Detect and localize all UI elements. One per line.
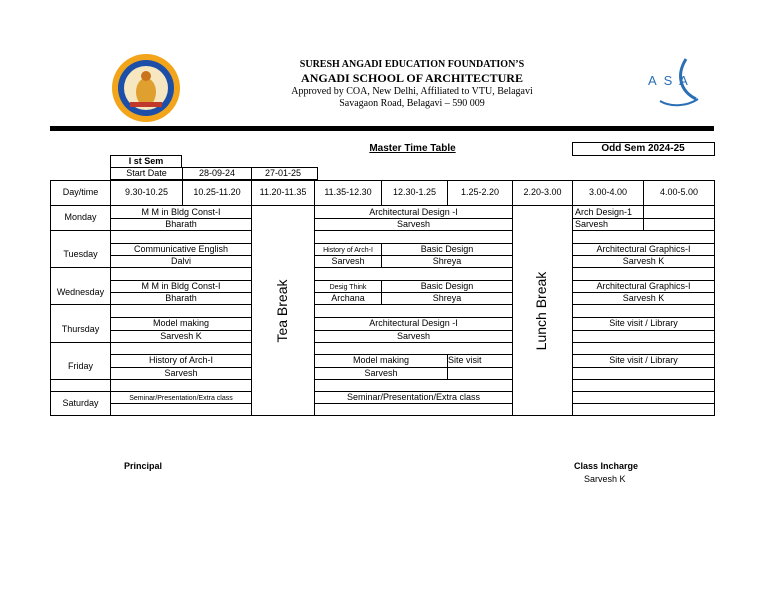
principal-label: Principal [124, 461, 163, 471]
wednesday-pm-faculty: Sarvesh K [622, 293, 665, 303]
tuesday-am-subject: Communicative English [133, 244, 229, 254]
day-wednesday: Wednesday [56, 287, 105, 297]
slot-header: 9.30-10.25 [124, 187, 169, 197]
class-incharge-label: Class Incharge [574, 461, 639, 471]
tuesday-mid-faculty-a: Sarvesh [331, 256, 365, 266]
timetable-title: Master Time Table [369, 143, 456, 154]
tuesday-mid-subject-a: History of Arch-I [323, 247, 373, 254]
day-friday: Friday [67, 361, 93, 371]
tuesday-pm-faculty: Sarvesh K [622, 256, 665, 266]
wednesday-mid-subject-a: Desig Think [329, 284, 367, 291]
monday-am-subject: M M in Bldg Const-I [141, 207, 221, 217]
day-tuesday: Tuesday [63, 249, 98, 259]
slot-header: 11.20-11.35 [259, 187, 307, 197]
slot-header: 4.00-5.00 [659, 187, 699, 197]
friday-mid-faculty: Sarvesh [364, 368, 398, 378]
friday-pm-subject: Site visit / Library [609, 355, 678, 365]
tuesday-am-faculty: Dalvi [170, 256, 191, 266]
start-date-label: Start Date [126, 168, 167, 178]
address-line: Savagaon Road, Belagavi – 590 009 [339, 98, 485, 109]
approval-line: Approved by COA, New Delhi, Affiliated to VTU, Belagavi [291, 86, 533, 97]
foundation-name: SURESH ANGADI EDUCATION FOUNDATION’S [299, 59, 525, 70]
tuesday-mid-faculty-b: Shreya [432, 256, 462, 266]
day-saturday: Saturday [62, 398, 99, 408]
slot-header: 3.00-4.00 [588, 187, 628, 197]
saturday-am-subject: Seminar/Presentation/Extra class [129, 395, 233, 402]
wednesday-am-subject: M M in Bldg Const-I [141, 281, 221, 291]
wednesday-mid-faculty-a: Archana [331, 293, 365, 303]
sem-number: I st Sem [128, 156, 164, 166]
slot-header: 10.25-11.20 [193, 187, 241, 197]
slot-header: 1.25-2.20 [460, 187, 500, 197]
slot-header: 12.30-1.25 [392, 187, 437, 197]
monday-mid-subject: Architectural Design -I [369, 207, 458, 217]
slot-header: 2.20-3.00 [523, 187, 562, 197]
asa-logo-text: A S A [648, 73, 690, 88]
tea-break-label: Tea Break [274, 279, 290, 343]
daytime-header: Day/time [62, 187, 99, 197]
wednesday-pm-subject: Architectural Graphics-I [596, 281, 691, 291]
slot-header: 11.35-12.30 [324, 187, 372, 197]
wednesday-am-faculty: Bharath [165, 293, 197, 303]
tuesday-mid-subject-b: Basic Design [420, 244, 474, 254]
class-incharge-name: Sarvesh K [584, 474, 626, 484]
friday-am-subject: History of Arch-I [148, 355, 213, 365]
day-thursday: Thursday [61, 324, 100, 334]
day-monday: Monday [64, 212, 97, 222]
tuesday-pm-subject: Architectural Graphics-I [596, 244, 691, 254]
end-date: 27-01-25 [264, 168, 302, 178]
saturday-mid-subject: Seminar/Presentation/Extra class [346, 392, 481, 402]
monday-pm-faculty: Sarvesh [575, 219, 609, 229]
thursday-am-subject: Model making [152, 318, 210, 328]
friday-mid-subject-a: Model making [352, 355, 410, 365]
start-date: 28-09-24 [198, 168, 236, 178]
semester-label: Odd Sem 2024-25 [601, 143, 685, 154]
monday-am-faculty: Bharath [165, 219, 197, 229]
school-name: ANGADI SCHOOL OF ARCHITECTURE [301, 71, 523, 85]
friday-am-faculty: Sarvesh [164, 368, 198, 378]
thursday-mid-subject: Architectural Design -I [369, 318, 458, 328]
thursday-mid-faculty: Sarvesh [396, 331, 431, 341]
lunch-break-label: Lunch Break [533, 271, 549, 351]
thursday-pm-subject: Site visit / Library [609, 318, 678, 328]
monday-mid-faculty: Sarvesh [396, 219, 431, 229]
thursday-am-faculty: Sarvesh K [160, 331, 202, 341]
wednesday-mid-faculty-b: Shreya [432, 293, 462, 303]
monday-pm-subject: Arch Design-1 [575, 207, 633, 217]
wednesday-mid-subject-b: Basic Design [420, 281, 474, 291]
friday-mid-subject-b: Site visit [448, 355, 482, 365]
